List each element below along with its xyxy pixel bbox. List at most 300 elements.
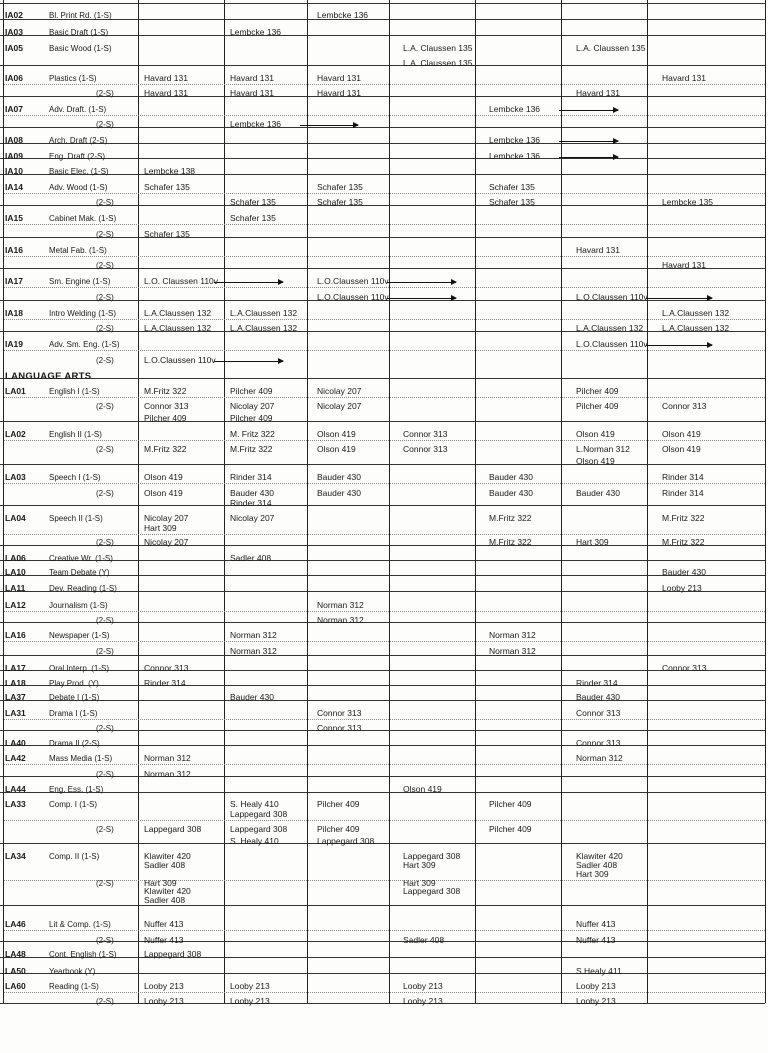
dotted-separator: [4, 350, 765, 351]
schedule-entry: Rinder 314: [230, 498, 272, 508]
schedule-entry: M.Fritz 322: [230, 444, 273, 454]
continuation-arrow: [646, 298, 712, 299]
schedule-entry: L.O.Claussen 110v: [144, 355, 216, 365]
course-code: LA37: [5, 692, 26, 702]
schedule-entry: Sadler 408: [144, 895, 186, 905]
schedule-entry: L.O. Claussen 110v: [144, 276, 219, 286]
course-code: IA05: [5, 43, 23, 53]
row-divider: [0, 237, 765, 238]
schedule-entry: Hart 309: [576, 869, 609, 879]
course-name: Debate I (1-S): [49, 693, 100, 702]
continuation-arrow: [214, 282, 283, 283]
course-name: Comp. I (1-S): [49, 800, 98, 809]
schedule-entry: Havard 131: [576, 88, 620, 98]
row-divider: [0, 3, 765, 4]
continuation-arrow: [559, 157, 618, 158]
course-name: Basic Elec. (1-S): [49, 167, 109, 176]
row-divider: [0, 670, 765, 671]
schedule-entry: Lembcke 135: [662, 197, 714, 207]
schedule-entry: L.A.Claussen 132: [230, 308, 298, 318]
continuation-arrow: [646, 345, 712, 346]
course-name: Play Prod. (Y): [49, 679, 99, 688]
dotted-separator: [4, 641, 765, 642]
column-divider: [765, 0, 766, 1003]
dotted-separator: [4, 440, 765, 441]
row-divider: [0, 174, 765, 175]
continuation-arrow: [559, 141, 618, 142]
column-divider: [389, 0, 390, 1003]
schedule-entry: Bauder 430: [317, 472, 361, 482]
schedule-entry: Rinder 314: [662, 488, 704, 498]
course-code: LA11: [5, 583, 26, 593]
dotted-separator: [4, 115, 765, 116]
course-code: LA04: [5, 513, 26, 523]
course-name: (2-S): [96, 120, 114, 129]
continuation-arrow: [387, 282, 456, 283]
course-name: (2-S): [96, 198, 114, 207]
row-divider: [0, 505, 765, 506]
schedule-entry: Havard 131: [230, 73, 274, 83]
course-name: (2-S): [96, 770, 114, 779]
schedule-entry: Hart 309: [403, 878, 436, 888]
course-code: LA34: [5, 851, 26, 861]
schedule-entry: Pilcher 409: [576, 386, 619, 396]
dotted-separator: [4, 611, 765, 612]
schedule-entry: L.O.Claussen 110v: [576, 292, 648, 302]
schedule-entry: Sadler 408: [576, 860, 618, 870]
schedule-entry: Schafer 135: [489, 182, 535, 192]
schedule-entry: Bauder 430: [489, 472, 533, 482]
column-divider: [3, 0, 4, 1003]
dotted-separator: [4, 84, 765, 85]
column-divider: [138, 0, 139, 1003]
schedule-entry: Klawiter 420: [144, 886, 191, 896]
schedule-entry: Looby 213: [230, 981, 270, 991]
schedule-entry: M.Fritz 322: [662, 537, 705, 547]
schedule-entry: Nuffer 413: [144, 919, 184, 929]
course-name: (2-S): [96, 997, 114, 1006]
schedule-entry: Hart 309: [403, 860, 436, 870]
schedule-entry: Olson 419: [403, 784, 442, 794]
schedule-entry: Norman 312: [489, 630, 536, 640]
schedule-entry: Olson 419: [662, 444, 701, 454]
course-name: Intro Welding (1-S): [49, 309, 116, 318]
schedule-entry: Norman 312: [144, 753, 191, 763]
course-code: IA17: [5, 276, 23, 286]
schedule-entry: Sadler 408: [144, 860, 186, 870]
schedule-entry: Hart 309: [576, 537, 609, 547]
schedule-entry: Looby 213: [144, 996, 184, 1006]
schedule-entry: Connor 313: [403, 444, 448, 454]
schedule-entry: L.A. Claussen 135: [403, 43, 473, 53]
course-name: Comp. II (1-S): [49, 852, 100, 861]
course-code: LA50: [5, 966, 26, 976]
schedule-entry: Olson 419: [317, 429, 356, 439]
course-name: (2-S): [96, 538, 114, 547]
course-name: (2-S): [96, 936, 114, 945]
row-divider: [0, 1003, 765, 1004]
schedule-entry: Pilcher 409: [576, 401, 619, 411]
course-name: Speech I (1-S): [49, 473, 101, 482]
schedule-entry: L.A. Claussen 135: [576, 43, 646, 53]
schedule-entry: M. Fritz 322: [230, 429, 275, 439]
course-code: IA07: [5, 104, 23, 114]
course-code: IA09: [5, 151, 23, 161]
course-name: (2-S): [96, 293, 114, 302]
course-name: Drama I (1-S): [49, 709, 98, 718]
schedule-entry: Lembcke 136: [489, 135, 541, 145]
dotted-separator: [4, 930, 765, 931]
column-divider: [224, 0, 225, 1003]
schedule-entry: Bauder 430: [576, 692, 620, 702]
schedule-entry: Bauder 430: [489, 488, 533, 498]
schedule-entry: Havard 131: [317, 88, 361, 98]
column-divider: [475, 0, 476, 1003]
row-divider: [0, 378, 765, 379]
dotted-separator: [4, 287, 765, 288]
schedule-entry: Lembcke 136: [230, 119, 282, 129]
course-name: (2-S): [96, 89, 114, 98]
schedule-entry: Looby 213: [576, 981, 616, 991]
course-code: LA06: [5, 553, 26, 563]
course-code: LA60: [5, 981, 26, 991]
schedule-entry: Norman 312: [317, 615, 364, 625]
course-name: (2-S): [96, 724, 114, 733]
row-divider: [0, 205, 765, 206]
column-divider: [561, 0, 562, 1003]
course-name: Cont. English (1-S): [49, 950, 117, 959]
schedule-entry: Nuffer 413: [576, 935, 616, 945]
schedule-entry: Klawiter 420: [576, 851, 623, 861]
dotted-separator: [4, 256, 765, 257]
schedule-entry: L.A.Claussen 132: [144, 308, 212, 318]
row-divider: [0, 745, 765, 746]
schedule-entry: Pilcher 409: [317, 799, 360, 809]
course-name: (2-S): [96, 402, 114, 411]
row-divider: [0, 19, 765, 20]
course-code: LA10: [5, 567, 26, 577]
row-divider: [0, 973, 765, 974]
course-name: Journalism (1-S): [49, 601, 108, 610]
course-code: LA03: [5, 472, 26, 482]
schedule-entry: Nicolay 207: [144, 537, 189, 547]
schedule-entry: Nicolay 207: [144, 513, 189, 523]
course-code: IA18: [5, 308, 23, 318]
schedule-entry: Bauder 430: [230, 692, 274, 702]
schedule-entry: S.Healy 411: [576, 966, 622, 976]
course-name: (2-S): [96, 261, 114, 270]
schedule-entry: L.A.Claussen 132: [662, 308, 730, 318]
row-divider: [0, 685, 765, 686]
dotted-separator: [4, 224, 765, 225]
dotted-separator: [4, 483, 765, 484]
course-name: Creative Wr. (1-S): [49, 554, 113, 563]
course-name: Adv. Wood (1-S): [49, 183, 108, 192]
row-divider: [0, 96, 765, 97]
schedule-entry: Looby 213: [576, 996, 616, 1006]
row-divider: [0, 730, 765, 731]
course-code: IA15: [5, 213, 23, 223]
schedule-entry: Connor 313: [403, 429, 448, 439]
course-name: Eng. Draft (2-S): [49, 152, 106, 161]
schedule-entry: M.Fritz 322: [144, 444, 187, 454]
course-code: IA08: [5, 135, 23, 145]
schedule-entry: Looby 213: [403, 996, 443, 1006]
section-heading: LANGUAGE ARTS: [5, 371, 92, 382]
course-name: Eng. Ess. (1-S): [49, 785, 104, 794]
schedule-entry: Looby 213: [144, 981, 184, 991]
row-divider: [0, 143, 765, 144]
row-divider: [0, 127, 765, 128]
dotted-separator: [4, 193, 765, 194]
schedule-entry: Olson 419: [317, 444, 356, 454]
course-code: LA02: [5, 429, 26, 439]
course-name: (2-S): [96, 324, 114, 333]
schedule-entry: Bauder 430: [662, 567, 706, 577]
schedule-entry: Norman 312: [144, 769, 191, 779]
schedule-entry: Nicolay 207: [317, 386, 362, 396]
course-name: Cabinet Mak. (1-S): [49, 214, 117, 223]
dotted-separator: [4, 764, 765, 765]
schedule-entry: Looby 213: [403, 981, 443, 991]
schedule-entry: Sadler 408: [403, 935, 445, 945]
schedule-entry: Hart 309: [144, 523, 177, 533]
schedule-entry: Lappegard 308: [403, 851, 461, 861]
schedule-entry: Rinder 314: [144, 678, 186, 688]
course-code: LA31: [5, 708, 26, 718]
continuation-arrow: [300, 125, 358, 126]
course-name: (2-S): [96, 230, 114, 239]
dotted-separator: [4, 880, 765, 881]
column-divider: [647, 0, 648, 1003]
course-name: Sm. Engine (1-S): [49, 277, 111, 286]
schedule-entry: Pilcher 409: [144, 413, 187, 423]
row-divider: [0, 905, 765, 906]
schedule-entry: Connor 313: [576, 738, 621, 748]
course-code: LA46: [5, 919, 26, 929]
schedule-entry: S. Healy 410: [230, 799, 279, 809]
schedule-entry: L.A.Claussen 132: [576, 323, 644, 333]
schedule-entry: Schafer 135: [317, 197, 363, 207]
schedule-entry: Sadler 408: [230, 553, 272, 563]
schedule-entry: Schafer 135: [317, 182, 363, 192]
schedule-entry: Pilcher 409: [489, 824, 532, 834]
schedule-entry: L.O.Claussen 110v: [576, 339, 648, 349]
course-name: Adv. Sm. Eng. (1-S): [49, 340, 120, 349]
course-name: Reading (1-S): [49, 982, 99, 991]
schedule-entry: Connor 313: [662, 401, 707, 411]
schedule-entry: Olson 419: [662, 429, 701, 439]
row-divider: [0, 421, 765, 422]
schedule-entry: Nicolay 207: [317, 401, 362, 411]
schedule-entry: M.Fritz 322: [489, 513, 532, 523]
schedule-entry: Schafer 135: [230, 213, 276, 223]
row-divider: [0, 331, 765, 332]
schedule-entry: Lappegard 308: [317, 836, 375, 846]
course-code: LA42: [5, 753, 26, 763]
schedule-entry: L.A.Claussen 132: [230, 323, 298, 333]
course-name: (2-S): [96, 616, 114, 625]
continuation-arrow: [214, 361, 283, 362]
row-divider: [0, 35, 765, 36]
course-name: (2-S): [96, 489, 114, 498]
schedule-entry: Havard 131: [317, 73, 361, 83]
schedule-entry: Norman 312: [230, 630, 277, 640]
course-name: Lit & Comp. (1-S): [49, 920, 111, 929]
course-name: Oral Interp. (1-S): [49, 664, 110, 673]
course-name: Metal Fab. (1-S): [49, 246, 107, 255]
course-name: Arch. Draft (2-S): [49, 136, 108, 145]
schedule-entry: L.A.Claussen 132: [144, 323, 212, 333]
course-code: IA06: [5, 73, 23, 83]
course-code: LA01: [5, 386, 26, 396]
schedule-entry: Havard 131: [662, 73, 706, 83]
course-code: IA19: [5, 339, 23, 349]
schedule-entry: L.A. Claussen 135: [403, 58, 473, 68]
row-divider: [0, 560, 765, 561]
dotted-separator: [4, 719, 765, 720]
schedule-entry: Lembcke 136: [489, 104, 541, 114]
course-name: Speech II (1-S): [49, 514, 103, 523]
schedule-entry: Connor 313: [144, 401, 189, 411]
schedule-entry: S. Healy 410: [230, 836, 279, 846]
course-name: English II (1-S): [49, 430, 102, 439]
course-name: (2-S): [96, 356, 114, 365]
course-code: IA16: [5, 245, 23, 255]
course-code: IA14: [5, 182, 23, 192]
schedule-entry: Havard 131: [576, 245, 620, 255]
schedule-entry: Lembcke 136: [317, 10, 369, 20]
schedule-entry: Schafer 135: [144, 229, 190, 239]
schedule-entry: Olson 419: [576, 456, 615, 466]
course-code: LA12: [5, 600, 26, 610]
schedule-entry: Olson 419: [144, 472, 183, 482]
schedule-entry: Lembcke 136: [489, 151, 541, 161]
schedule-entry: Looby 213: [230, 996, 270, 1006]
schedule-entry: Nuffer 413: [576, 919, 616, 929]
schedule-entry: M.Fritz 322: [144, 386, 187, 396]
course-name: Adv. Draft. (1-S): [49, 105, 107, 114]
schedule-entry: Schafer 135: [489, 197, 535, 207]
schedule-entry: Norman 312: [489, 646, 536, 656]
row-divider: [0, 655, 765, 656]
row-divider: [0, 268, 765, 269]
continuation-arrow: [387, 298, 456, 299]
course-name: Bl. Print Rd. (1-S): [49, 11, 112, 20]
schedule-entry: L.A.Claussen 132: [662, 323, 730, 333]
schedule-entry: Lappegard 308: [230, 824, 288, 834]
course-name: Team Debate (Y): [49, 568, 110, 577]
row-divider: [0, 843, 765, 844]
schedule-entry: Havard 131: [144, 88, 188, 98]
row-divider: [0, 622, 765, 623]
schedule-entry: Nuffer 413: [144, 935, 184, 945]
course-name: Plastics (1-S): [49, 74, 97, 83]
row-divider: [0, 700, 765, 701]
schedule-entry: Pilcher 409: [230, 413, 273, 423]
row-divider: [0, 464, 765, 465]
column-divider: [307, 0, 308, 1003]
schedule-entry: Rinder 314: [230, 472, 272, 482]
dotted-separator: [4, 534, 765, 535]
course-code: IA03: [5, 27, 23, 37]
course-code: LA16: [5, 630, 26, 640]
course-code: IA10: [5, 166, 23, 176]
schedule-entry: Bauder 430: [230, 488, 274, 498]
schedule-entry: Klawiter 420: [144, 851, 191, 861]
schedule-entry: Bauder 430: [317, 488, 361, 498]
schedule-entry: Pilcher 409: [230, 386, 273, 396]
schedule-entry: Nicolay 207: [230, 401, 275, 411]
dotted-separator: [4, 319, 765, 320]
schedule-entry: Connor 313: [144, 663, 189, 673]
schedule-entry: L.O.Claussen 110v: [317, 276, 389, 286]
course-name: (2-S): [96, 445, 114, 454]
row-divider: [0, 792, 765, 793]
schedule-entry: Lembcke 138: [144, 166, 196, 176]
row-divider: [0, 941, 765, 942]
course-code: IA02: [5, 10, 23, 20]
course-code: LA17: [5, 663, 26, 673]
schedule-entry: Lappegard 308: [403, 886, 461, 896]
schedule-entry: Norman 312: [230, 646, 277, 656]
schedule-entry: M.Fritz 322: [489, 537, 532, 547]
row-divider: [0, 776, 765, 777]
continuation-arrow: [559, 110, 618, 111]
row-divider: [0, 158, 765, 159]
course-name: Basic Draft (1-S): [49, 28, 109, 37]
course-name: Basic Wood (1-S): [49, 44, 112, 53]
schedule-entry: Norman 312: [317, 600, 364, 610]
schedule-entry: Hart 309: [144, 878, 177, 888]
schedule-entry: Lappegard 308: [144, 949, 202, 959]
schedule-entry: Havard 131: [144, 73, 188, 83]
course-name: (2-S): [96, 825, 114, 834]
course-code: LA48: [5, 949, 26, 959]
schedule-entry: Norman 312: [576, 753, 623, 763]
schedule-entry: Connor 313: [317, 723, 362, 733]
schedule-entry: Olson 419: [576, 429, 615, 439]
schedule-entry: Pilcher 409: [317, 824, 360, 834]
schedule-entry: Connor 313: [317, 708, 362, 718]
course-code: LA44: [5, 784, 26, 794]
course-code: LA33: [5, 799, 26, 809]
course-name: (2-S): [96, 879, 114, 888]
schedule-entry: Schafer 135: [230, 197, 276, 207]
schedule-entry: Rinder 314: [576, 678, 618, 688]
row-divider: [0, 545, 765, 546]
schedule-entry: Schafer 135: [144, 182, 190, 192]
dotted-separator: [4, 397, 765, 398]
schedule-entry: Pilcher 409: [489, 799, 532, 809]
course-name: Newspaper (1-S): [49, 631, 110, 640]
course-name: English I (1-S): [49, 387, 100, 396]
course-name: Drama II (2-S): [49, 739, 100, 748]
course-name: Yearbook (Y): [49, 967, 96, 976]
dotted-separator: [4, 820, 765, 821]
schedule-entry: Connor 313: [576, 708, 621, 718]
course-name: (2-S): [96, 647, 114, 656]
dotted-separator: [4, 992, 765, 993]
schedule-entry: L.Norman 312: [576, 444, 630, 454]
schedule-entry: M.Fritz 322: [662, 513, 705, 523]
course-code: LA40: [5, 738, 26, 748]
course-name: Dev. Reading (1-S): [49, 584, 117, 593]
schedule-entry: Rinder 314: [662, 472, 704, 482]
schedule-entry: Nicolay 207: [230, 513, 275, 523]
schedule-entry: Lappegard 308: [144, 824, 202, 834]
course-name: Mass Media (1-S): [49, 754, 113, 763]
